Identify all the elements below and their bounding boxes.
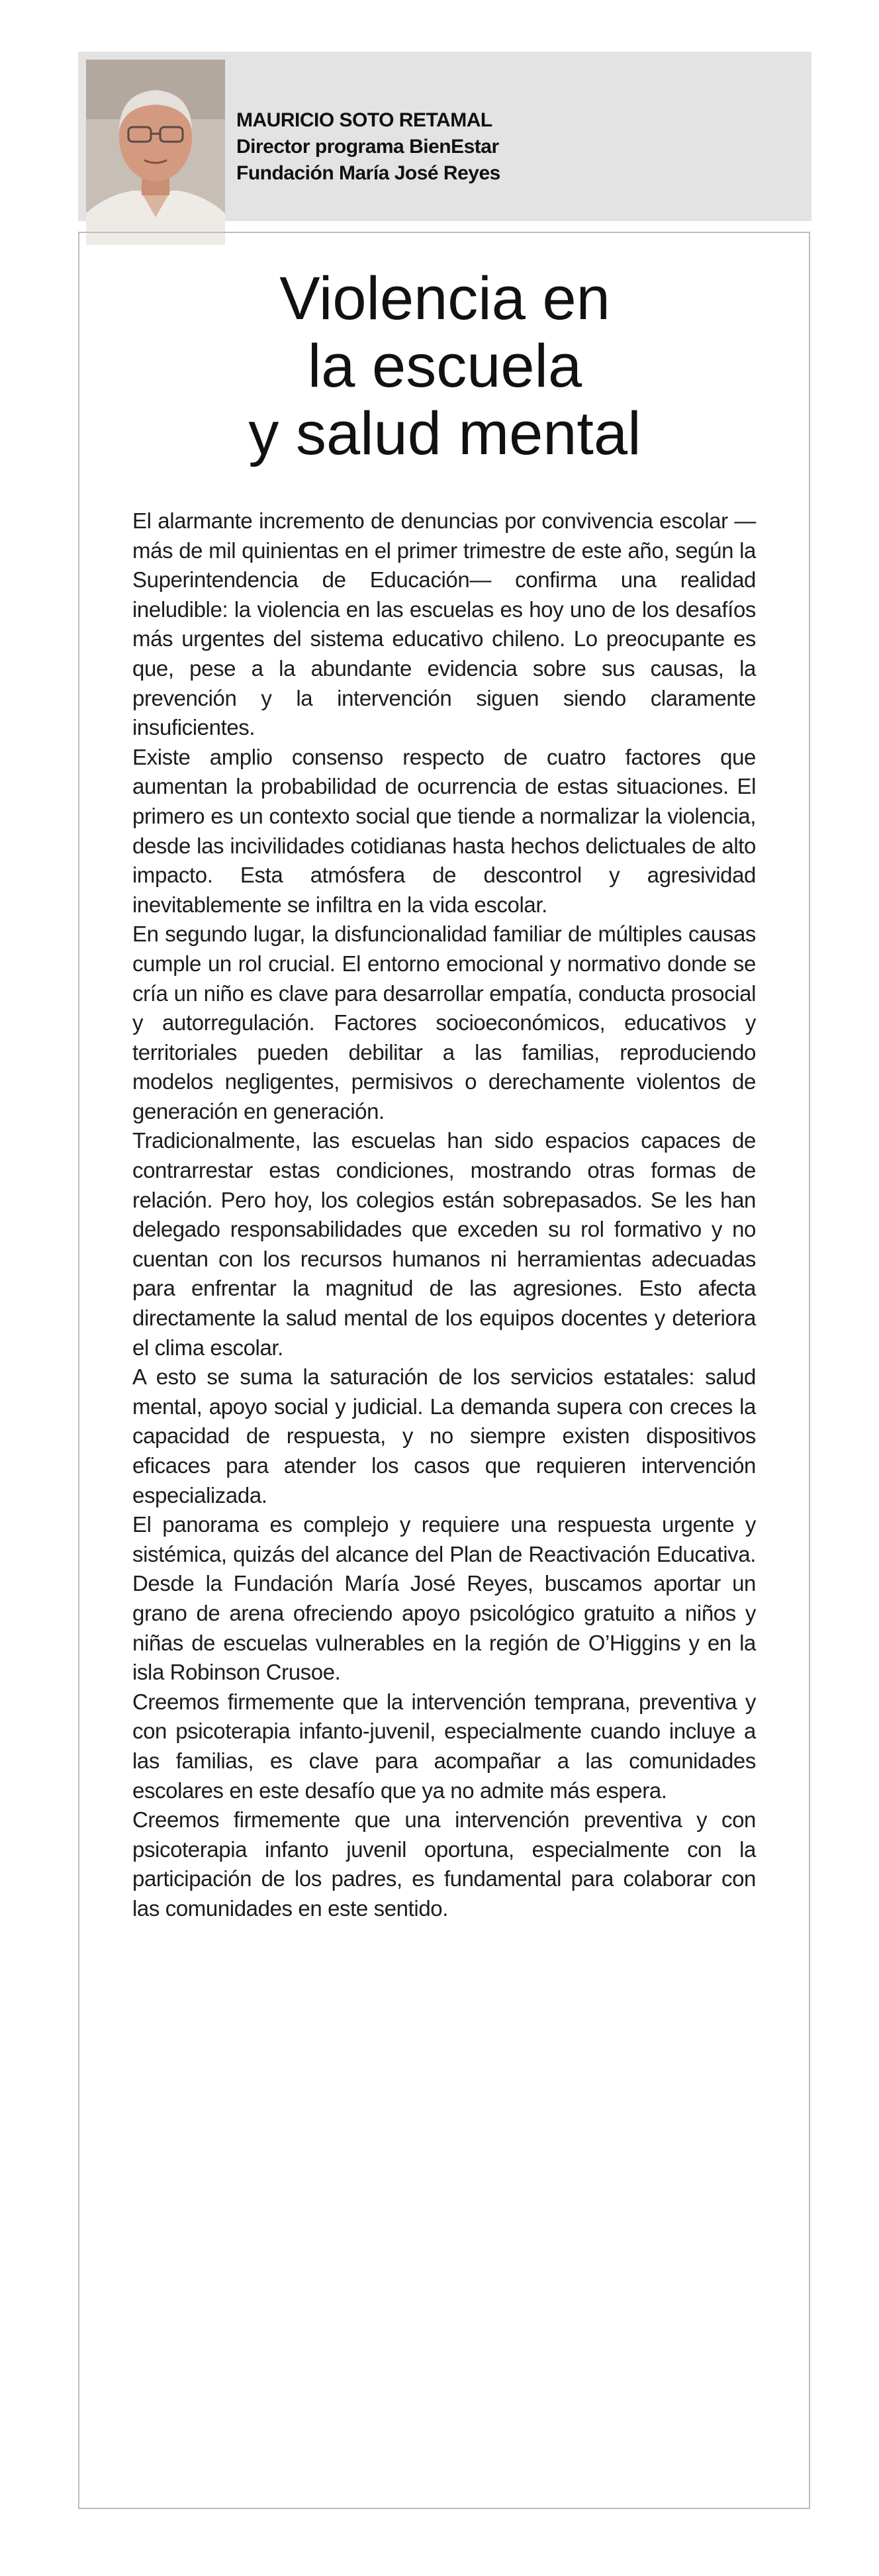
article-title-line-1: Violencia en bbox=[279, 265, 610, 332]
author-role: Director programa BienEstar bbox=[236, 136, 499, 158]
article-paragraph: Tradicionalmente, las escuelas han sido espacios capaces de contrarrestar estas condiciones, mostrando otras formas de relación. Pero hoy, los colegios están sobrepasados. Se les han delegado responsabilidades que exceden su rol formativo y no cuentan con los recursos humanos ni herramientas adecuadas para enfrentar la magnitud de las agresiones. Esto afecta directamente la salud mental de los equipos docentes y deteriora el clima escolar. bbox=[132, 1128, 756, 1360]
author-photo bbox=[86, 60, 225, 245]
author-byline bbox=[236, 107, 500, 187]
article-paragraph: Creemos firmemente que la intervención temprana, preventiva y con psicoterapia infanto-juvenil, especialmente cuando incluye a las familias, es clave para acompañar a las comunidades escolares en este desafío que ya no admite más espera. bbox=[132, 1689, 756, 1803]
article-body bbox=[132, 506, 756, 1924]
article-title-line-2: la escuela bbox=[307, 332, 582, 400]
article-paragraph: El panorama es complejo y requiere una respuesta urgente y sistémica, quizás del alcance del Plan de Reactivación Educativa. Desde la Fundación María José Reyes, buscamos aportar un grano de arena ofreciendo apoyo psicológico gratuito a niños y niñas de escuelas vulnerables en la región de O’Higgins y en la isla Robinson Crusoe. bbox=[132, 1512, 756, 1685]
article-title bbox=[78, 265, 811, 467]
author-name: MAURICIO SOTO RETAMAL bbox=[236, 109, 492, 131]
article-paragraph: A esto se suma la saturación de los servicios estatales: salud mental, apoyo social y judicial. La demanda supera con creces la capacidad de respuesta, y no siempre existen dispositivos eficaces para atender los casos que requieren intervención especializada. bbox=[132, 1364, 756, 1507]
article-paragraph: El alarmante incremento de denuncias por convivencia escolar —más de mil quinientas en el primer trimestre de este año, según la Superintendencia de Educación— confirma una realidad ineludible: la violencia en las escuelas es hoy uno de los desafíos más urgentes del sistema educativo chileno. Lo preocupante es que, pese a la abundante evidencia sobre sus causas, la prevención y la intervención siguen siendo claramente insuficientes. bbox=[132, 508, 756, 740]
article-paragraph: Creemos firmemente que una intervención preventiva y con psicoterapia infanto juvenil oportuna, especialmente con la participación de los padres, es fundamental para colaborar con las comunidades en este sentido. bbox=[132, 1807, 756, 1921]
article-title-line-3: y salud mental bbox=[248, 400, 641, 467]
article-paragraph: En segundo lugar, la disfuncionalidad familiar de múltiples causas cumple un rol crucial. El entorno emocional y normativo donde se cría un niño es clave para desarrollar empatía, conducta prosocial y autorregulación. Factores socioeconómicos, educativos y territoriales pueden debilitar a las familias, reproduciendo modelos negligentes, permisivos o derechamente violentos de generación en generación. bbox=[132, 922, 756, 1123]
author-organization: Fundación María José Reyes bbox=[236, 162, 500, 184]
article-paragraph: Existe amplio consenso respecto de cuatro factores que aumentan la probabilidad de ocurrencia de estas situaciones. El primero es un contexto social que tiende a normalizar la violencia, desde las incivilidades cotidianas hasta hechos delictuales de alto impacto. Esta atmósfera de descontrol y agresividad inevitablemente se infiltra en la vida escolar. bbox=[132, 744, 756, 917]
